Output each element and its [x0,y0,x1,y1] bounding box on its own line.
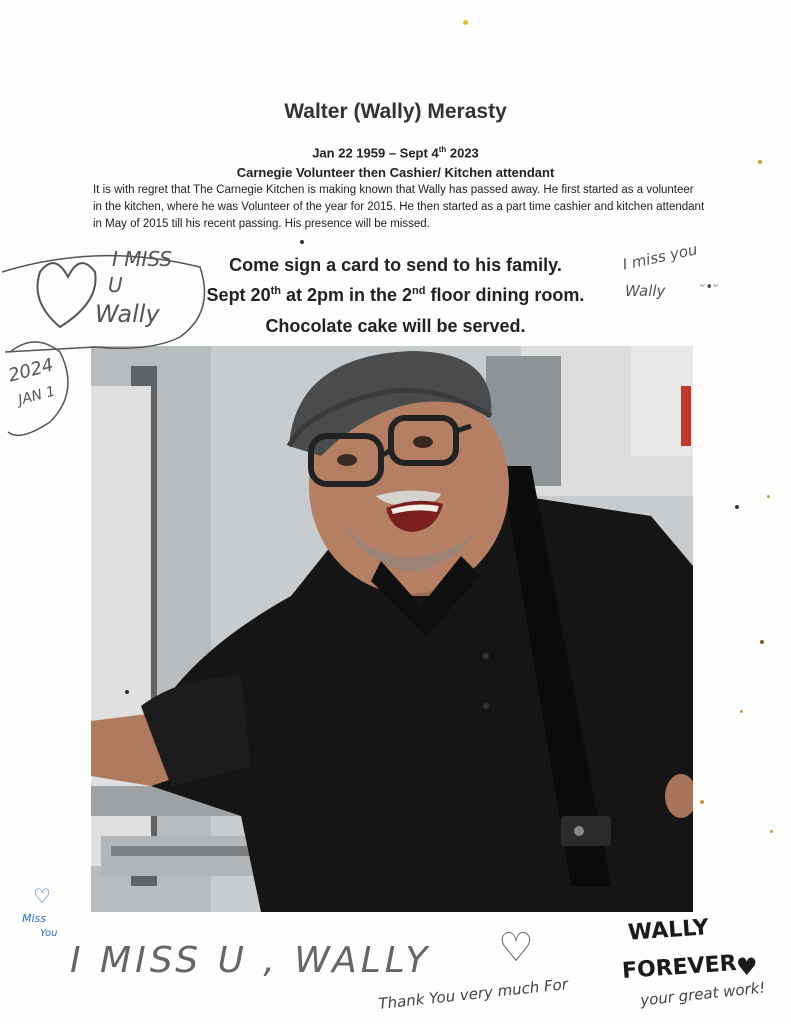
notice-title: Walter (Wally) Merasty [284,100,507,123]
note-bubble-drawing [0,232,215,442]
scan-speck [125,690,129,694]
heart-icon: ♡ [498,925,534,971]
note-date-year: 2024 [6,354,56,387]
scan-speck [463,20,468,25]
life-dates-end: 2023 [446,145,479,161]
scan-speck [760,640,764,644]
note-i-miss-u-wally: I MISS U , WALLY [70,940,432,981]
invite-line-3: Chocolate cake will be served. [265,316,526,336]
note-wally-right: Wally [625,282,666,300]
heart-icon: ♥ [736,953,758,981]
heart-icon: ♡ [33,884,51,908]
invite-date: Sept 20 [206,285,271,305]
scan-speck [735,505,739,509]
note-date-day: JAN 1 [16,383,57,409]
life-dates-sup: th [438,145,447,154]
invite-line-1: Come sign a card to send to his family. [229,255,562,275]
scan-speck [300,240,304,244]
scan-speck [740,710,743,713]
scan-speck [767,495,770,498]
note-thank-you: Thank You very much For [377,975,569,1013]
invite-date-sup: th [270,285,281,297]
life-dates-start: Jan 22 1959 – Sept 4 [312,145,439,161]
notice-body: It is with regret that The Carnegie Kitchen is making known that Wally has passed away. He first started as a volunteer in the kitchen, where he was Volunteer of the year for 2015. He then started as a part time cashier and kitchen attendant in May of 2015 till his recent passing. His presence will be missed. [93,184,705,230]
note-miss-blue: Miss [22,912,47,925]
scan-speck [758,160,762,164]
note-u: U [108,273,123,297]
role-line: Carnegie Volunteer then Cashier/ Kitchen attendant [236,165,555,180]
note-you-blue: You [40,928,58,939]
invite-floor-sup: nd [412,285,426,297]
invite-time: at 2pm in the 2 [280,285,412,305]
invite-location: floor dining room. [425,285,585,305]
scan-speck [770,830,773,833]
note-wally-forever-2: FOREVER [621,951,738,984]
life-dates [0,145,791,160]
note-i-miss-you: I miss you [620,240,699,274]
note-smiley: ᵕ•ᵕ [700,280,719,295]
note-wally-forever-1: WALLY [627,915,710,946]
note-i-miss: I MISS [112,247,173,271]
note-wally: Wally [95,300,160,328]
note-great-work: your great work! [639,978,767,1010]
scan-speck [700,800,704,804]
